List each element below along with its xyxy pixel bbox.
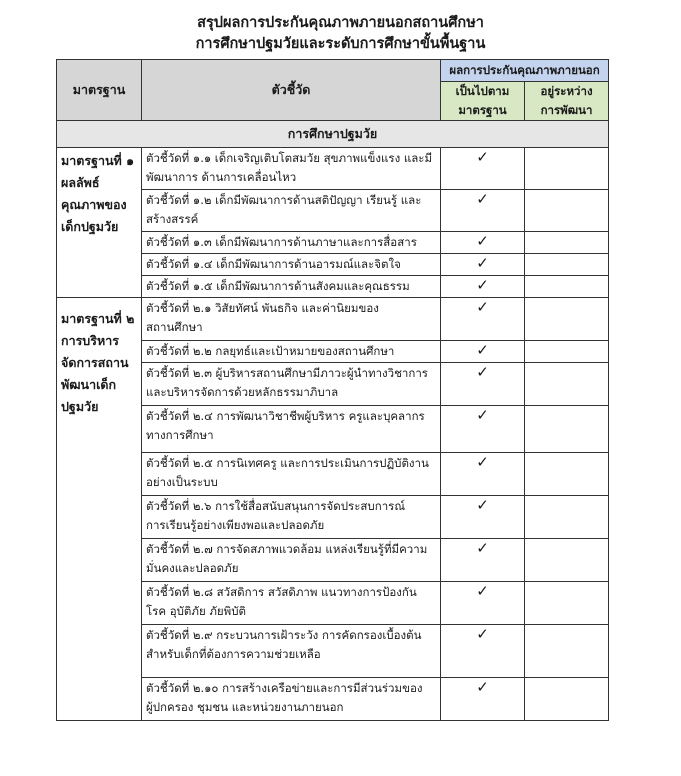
indicator-cell xyxy=(142,148,441,190)
standard-1-cell xyxy=(57,148,142,298)
meets-check: ✓ xyxy=(441,496,525,539)
meets-check: ✓ xyxy=(441,232,525,254)
indicator-line: ตัวชี้วัดที่ ๒.๙ กระบวนการเฝ้าระวัง การคัดกรองเบื้องต้น xyxy=(146,628,422,642)
table-row xyxy=(57,148,609,190)
indicator-line: ตัวชี้วัดที่ ๑.๓ เด็กมีพัฒนาการด้านภาษาและการสื่อสาร xyxy=(146,235,417,249)
indicator-line: ตัวชี้วัดที่ ๒.๕ การนิเทศครู และการประเมินการปฏิบัติงาน xyxy=(146,456,429,470)
indicator-line: ทางการศึกษา xyxy=(146,428,214,442)
meets-check: ✓ xyxy=(441,582,525,625)
developing-cell xyxy=(525,232,609,254)
indicator-cell xyxy=(142,625,441,678)
standard-1-line: เด็กปฐมวัย xyxy=(61,219,119,234)
indicator-line: การเรียนรู้อย่างเพียงพอและปลอดภัย xyxy=(146,518,325,532)
standard-2-line: การบริหาร xyxy=(61,333,119,348)
standard-1-line: ผลลัพธ์ xyxy=(61,175,100,190)
developing-cell xyxy=(525,298,609,341)
indicator-line: พัฒนาการ ด้านการเคลื่อนไหว xyxy=(146,170,297,184)
standard-2-line: ปฐมวัย xyxy=(61,399,99,414)
indicator-cell xyxy=(142,276,441,298)
meets-check: ✓ xyxy=(441,539,525,582)
document-title: สรุปผลการประกันคุณภาพภายนอกสถานศึกษา xyxy=(197,15,484,31)
developing-cell xyxy=(525,254,609,276)
meets-check: ✓ xyxy=(441,341,525,363)
indicator-line: ตัวชี้วัดที่ ๒.๑ วิสัยทัศน์ พันธกิจ และค่านิยมของ xyxy=(146,301,379,315)
standard-2-line: จัดการสถาน xyxy=(61,355,129,370)
indicator-line: โรค อุบัติภัย ภัยพิบัติ xyxy=(146,604,247,618)
standard-1-line: คุณภาพของ xyxy=(61,197,127,212)
indicator-line: ตัวชี้วัดที่ ๒.๔ การพัฒนาวิชาชีพผู้บริหาร ครูและบุคลากร xyxy=(146,409,425,423)
indicator-cell xyxy=(142,363,441,406)
meets-check: ✓ xyxy=(441,254,525,276)
meets-check: ✓ xyxy=(441,363,525,406)
indicator-line: และบริหารจัดการด้วยหลักธรรมาภิบาล xyxy=(146,385,339,399)
indicator-cell xyxy=(142,496,441,539)
developing-cell xyxy=(525,406,609,453)
indicator-cell xyxy=(142,254,441,276)
indicator-cell xyxy=(142,298,441,341)
indicator-cell xyxy=(142,678,441,721)
header-meets-line1: เป็นไปตาม xyxy=(455,84,510,98)
header-meets-line2: มาตรฐาน xyxy=(458,103,507,117)
indicator-cell xyxy=(142,232,441,254)
header-meets-standard xyxy=(441,82,525,121)
standard-2-line: มาตรฐานที่ ๒ xyxy=(61,311,135,326)
indicator-line: ตัวชี้วัดที่ ๒.๓ ผู้บริหารสถานศึกษามีภาวะผู้นำทางวิชาการ xyxy=(146,366,428,380)
header-indicator: ตัวชี้วัด xyxy=(142,60,441,121)
meets-check: ✓ xyxy=(441,625,525,678)
developing-cell xyxy=(525,539,609,582)
header-developing-line2: การพัฒนา xyxy=(540,103,593,117)
developing-cell xyxy=(525,363,609,406)
meets-check: ✓ xyxy=(441,406,525,453)
indicator-line: ตัวชี้วัดที่ ๒.๒ กลยุทธ์และเป้าหมายของสถานศึกษา xyxy=(146,344,395,358)
developing-cell xyxy=(525,276,609,298)
developing-cell xyxy=(525,148,609,190)
indicator-cell xyxy=(142,341,441,363)
indicator-cell xyxy=(142,539,441,582)
header-developing-line1: อยู่ระหว่าง xyxy=(540,84,593,98)
indicator-line: ตัวชี้วัดที่ ๒.๘ สวัสดิการ สวัสดิภาพ แนวทางการป้องกัน xyxy=(146,585,417,599)
indicator-cell xyxy=(142,582,441,625)
evaluation-table xyxy=(56,59,609,721)
indicator-line: สร้างสรรค์ xyxy=(146,212,199,226)
standard-2-line: พัฒนาเด็ก xyxy=(61,377,117,392)
developing-cell xyxy=(525,190,609,232)
indicator-line: อย่างเป็นระบบ xyxy=(146,475,218,489)
developing-cell xyxy=(525,582,609,625)
indicator-line: ตัวชี้วัดที่ ๒.๖ การใช้สื่อสนับสนุนการจัดประสบการณ์ xyxy=(146,499,405,513)
indicator-cell xyxy=(142,453,441,496)
table-row xyxy=(57,298,609,341)
developing-cell xyxy=(525,453,609,496)
standard-2-cell xyxy=(57,298,142,721)
indicator-line: ตัวชี้วัดที่ ๑.๒ เด็กมีพัฒนาการด้านสติปัญญา เรียนรู้ และ xyxy=(146,193,422,207)
developing-cell xyxy=(525,678,609,721)
meets-check: ✓ xyxy=(441,678,525,721)
indicator-line: ตัวชี้วัดที่ ๒.๗ การจัดสภาพแวดล้อม แหล่งเรียนรู้ที่มีความ xyxy=(146,542,428,556)
document-subtitle: การศึกษาปฐมวัยและระดับการศึกษาขั้นพื้นฐาน xyxy=(195,36,486,52)
indicator-cell xyxy=(142,406,441,453)
indicator-line: ตัวชี้วัดที่ ๑.๔ เด็กมีพัฒนาการด้านอารมณ์และจิตใจ xyxy=(146,257,401,271)
developing-cell xyxy=(525,496,609,539)
indicator-line: ตัวชี้วัดที่ ๑.๑ เด็กเจริญเติบโตสมวัย สุขภาพแข็งแรง และมี xyxy=(146,151,433,165)
indicator-line: ตัวชี้วัดที่ ๒.๑๐ การสร้างเครือข่ายและการมีส่วนร่วมของ xyxy=(146,681,423,695)
standard-1-line: มาตรฐานที่ ๑ xyxy=(61,153,135,168)
indicator-line: มั่นคงและปลอดภัย xyxy=(146,561,239,575)
developing-cell xyxy=(525,625,609,678)
developing-cell xyxy=(525,341,609,363)
meets-check: ✓ xyxy=(441,190,525,232)
header-result-group: ผลการประกันคุณภาพภายนอก xyxy=(441,60,609,82)
header-developing xyxy=(525,82,609,121)
indicator-line: สถานศึกษา xyxy=(146,320,203,334)
section-title: การศึกษาปฐมวัย xyxy=(57,121,609,148)
indicator-line: ตัวชี้วัดที่ ๑.๕ เด็กมีพัฒนาการด้านสังคมและคุณธรรม xyxy=(146,279,410,293)
meets-check: ✓ xyxy=(441,148,525,190)
meets-check: ✓ xyxy=(441,276,525,298)
header-standard: มาตรฐาน xyxy=(57,60,142,121)
indicator-cell xyxy=(142,190,441,232)
meets-check: ✓ xyxy=(441,453,525,496)
indicator-line: ผู้ปกครอง ชุมชน และหน่วยงานภายนอก xyxy=(146,700,344,714)
meets-check: ✓ xyxy=(441,298,525,341)
indicator-line: สำหรับเด็กที่ต้องการความช่วยเหลือ xyxy=(146,647,321,661)
